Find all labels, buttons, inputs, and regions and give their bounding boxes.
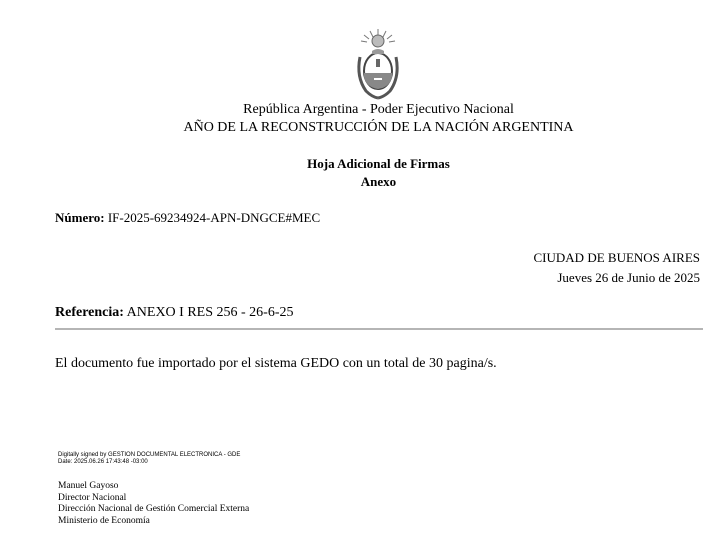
numero-value: IF-2025-69234924-APN-DNGCE#MEC <box>107 210 321 225</box>
city: CIUDAD DE BUENOS AIRES <box>533 250 700 265</box>
referencia-value: ANEXO I RES 256 - 26-6-25 <box>126 305 294 320</box>
referencia-label: Referencia: <box>55 305 124 320</box>
signer-block <box>58 481 249 527</box>
date: Jueves 26 de Junio de 2025 <box>557 270 700 285</box>
signer-position: Director Nacional <box>58 492 127 503</box>
signer-office: Dirección Nacional de Gestión Comercial Externa <box>58 504 250 514</box>
document-subtitle: Anexo <box>360 174 397 189</box>
digital-signature-block <box>58 452 240 466</box>
numero-label: Número: <box>55 210 105 225</box>
digital-signature-line: Digitally signed by GESTION DOCUMENTAL ELECTRONICA - GDE <box>58 452 241 458</box>
document-number <box>55 210 320 226</box>
header-ano: AÑO DE LA RECONSTRUCCIÓN DE LA NACIÓN ARGENTINA <box>183 120 574 135</box>
body-text: El documento fue importado por el sistema GEDO con un total de 30 pagina/s. <box>55 356 497 371</box>
signer-ministry: Ministerio de Economía <box>58 515 150 526</box>
document-title: Hoja Adicional de Firmas <box>307 156 450 171</box>
signer-name: Manuel Gayoso <box>58 481 119 491</box>
argentina-coat-of-arms-icon <box>352 27 404 101</box>
divider <box>55 328 703 330</box>
referencia <box>55 305 294 321</box>
digital-signature-date: Date: 2025.06.26 17:43:48 -03:00 <box>58 459 148 465</box>
header-republica: República Argentina - Poder Ejecutivo Nacional <box>243 102 514 117</box>
